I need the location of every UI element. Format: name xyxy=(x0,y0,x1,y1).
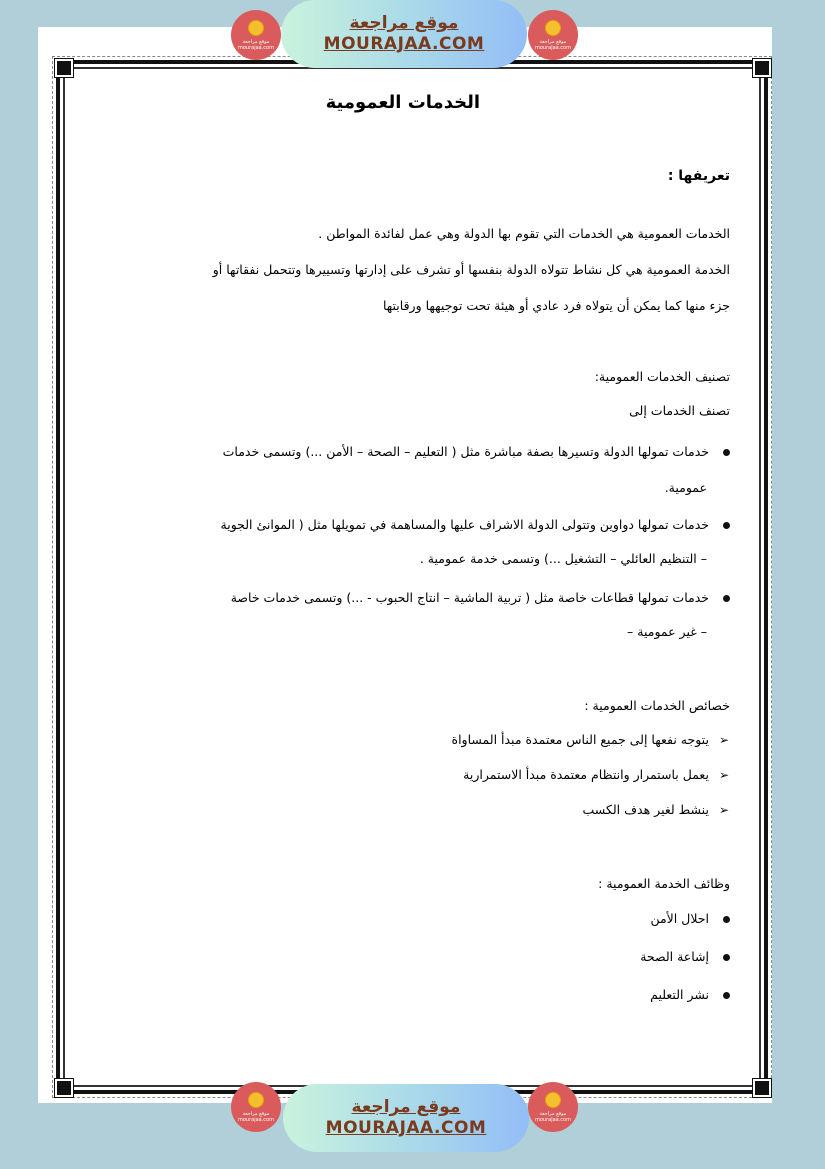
logo-sun-icon xyxy=(545,1092,561,1108)
characteristics-heading: خصائص الخدمات العمومية : xyxy=(584,698,730,713)
functions-heading: وظائف الخدمة العمومية : xyxy=(598,876,730,891)
border-corner-ornament xyxy=(753,59,771,77)
site-logo-left[interactable] xyxy=(231,1082,281,1132)
border-corner-ornament xyxy=(55,59,73,77)
classification-intro: تصنف الخدمات إلى xyxy=(629,403,730,418)
logo-sun-icon xyxy=(248,1092,264,1108)
bullet-icon xyxy=(723,449,730,456)
site-logo-right[interactable] xyxy=(528,10,578,60)
classification-item xyxy=(231,590,730,605)
logo-caption: موقع مراجعة mourajaa.com xyxy=(237,1110,274,1123)
banner-arabic: موقع مراجعة xyxy=(349,13,459,33)
banner-english: MOURAJAA.COM xyxy=(323,34,485,54)
definition-heading: تعريفها : xyxy=(667,168,730,184)
logo-sun-icon xyxy=(248,20,264,36)
site-logo-right[interactable] xyxy=(528,1082,578,1132)
bullet-icon xyxy=(723,954,730,961)
item-text: يتوجه نفعها إلى جميع الناس معتمدة مبدأ المساواة xyxy=(451,732,709,747)
logo-sun-icon xyxy=(545,20,561,36)
classification-heading: تصنيف الخدمات العمومية: xyxy=(594,369,730,384)
function-item xyxy=(650,987,730,1002)
page-border-inner xyxy=(63,67,761,1087)
item-text: يعمل باستمرار وانتظام معتمدة مبدأ الاستمرارية xyxy=(463,767,709,782)
classification-item xyxy=(223,444,730,459)
item-text: خدمات تمولها دواوين وتتولى الدولة الاشراف عليها والمساهمة في تمويلها مثل ( الموانئ الجوية xyxy=(220,517,709,532)
classification-item-cont: عمومية. xyxy=(664,480,707,495)
classification-item-cont: – غير عمومية – xyxy=(627,624,707,639)
item-text: إشاعة الصحة xyxy=(640,949,709,964)
site-banner-header[interactable] xyxy=(281,0,527,68)
site-logo-left[interactable] xyxy=(231,10,281,60)
bullet-icon xyxy=(723,595,730,602)
border-corner-ornament xyxy=(55,1079,73,1097)
definition-line: الخدمات العمومية هي الخدمات التي تقوم بها الدولة وهي عمل لفائدة المواطن . xyxy=(318,226,730,241)
function-item xyxy=(640,949,730,964)
bullet-icon xyxy=(723,522,730,529)
function-item xyxy=(650,911,730,926)
item-text: احلال الأمن xyxy=(650,911,709,926)
item-text: خدمات تمولها الدولة وتسيرها بصفة مباشرة مثل ( التعليم – الصحة – الأمن ...) وتسمى خدمات xyxy=(222,444,709,459)
item-text: ينشط لغير هدف الكسب xyxy=(582,802,709,817)
arrow-bullet-icon: ➢ xyxy=(718,803,729,817)
arrow-bullet-icon: ➢ xyxy=(718,768,729,782)
arrow-bullet-icon: ➢ xyxy=(718,733,729,747)
definition-line: جزء منها كما يمكن أن يتولاه فرد عادي أو هيئة تحت توجيهها ورقابتها xyxy=(382,298,730,313)
logo-caption: موقع مراجعة mourajaa.com xyxy=(534,38,571,51)
logo-caption: موقع مراجعة mourajaa.com xyxy=(237,38,274,51)
document-title: الخدمات العمومية xyxy=(325,92,480,113)
item-text: خدمات تمولها قطاعات خاصة مثل ( تربية الماشية – انتاج الحبوب - ...) وتسمى خدمات خاصة xyxy=(230,590,709,605)
classification-item-cont: – التنظيم العائلي – التشغيل ...) وتسمى خدمة عمومية . xyxy=(419,551,707,566)
definition-line: الخدمة العمومية هي كل نشاط تتولاه الدولة بنفسها أو تشرف على إدارتها وتسييرها وتتحمل نفقاتها أو xyxy=(212,262,730,277)
characteristic-item xyxy=(463,767,729,782)
bullet-icon xyxy=(723,916,730,923)
border-corner-ornament xyxy=(753,1079,771,1097)
site-banner-footer[interactable] xyxy=(283,1084,529,1152)
classification-item xyxy=(221,517,730,532)
banner-english: MOURAJAA.COM xyxy=(325,1118,487,1138)
item-text: نشر التعليم xyxy=(650,987,709,1002)
logo-caption: موقع مراجعة mourajaa.com xyxy=(534,1110,571,1123)
bullet-icon xyxy=(723,992,730,999)
banner-arabic: موقع مراجعة xyxy=(351,1097,461,1117)
characteristic-item xyxy=(583,802,729,817)
characteristic-item xyxy=(452,732,729,747)
